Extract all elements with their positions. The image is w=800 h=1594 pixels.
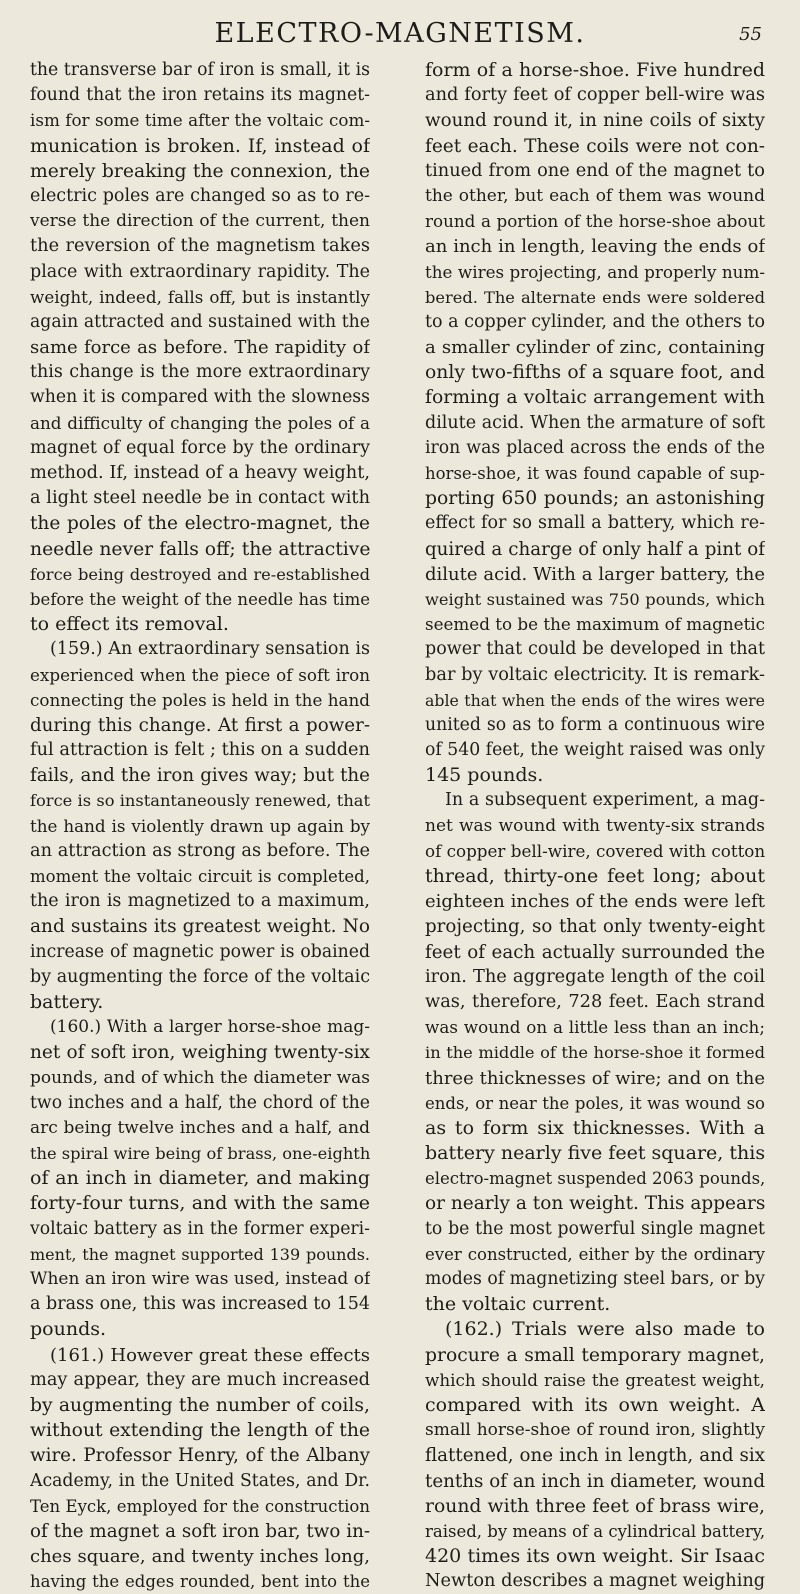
text-line: only two-fifths of a square foot, and: [425, 362, 765, 384]
text-line: dilute acid. With a larger battery, the: [425, 563, 765, 585]
text-line: force being destroyed and re-established: [30, 564, 370, 584]
text-line: and sustains its greatest weight. No: [30, 916, 370, 938]
text-line: bar by voltaic electricity. It is remark-: [425, 664, 765, 685]
text-line: round a portion of the horse-shoe about: [425, 211, 765, 232]
text-line: tinued from one end of the magnet to: [425, 160, 765, 181]
text-line: (159.) An extraordinary sensation is: [50, 639, 370, 660]
text-line: which should raise the greatest weight,: [425, 1369, 765, 1390]
text-line: procure a small temporary magnet,: [425, 1344, 765, 1366]
text-line: battery nearly five feet square, this: [425, 1142, 765, 1165]
text-line: the other, but each of them was wound: [425, 185, 765, 206]
text-line: of copper bell-wire, covered with cotton: [425, 840, 765, 861]
text-line: (160.) With a larger horse-shoe mag-: [50, 1017, 370, 1038]
text-line: and forty feet of copper bell-wire was: [425, 85, 765, 106]
text-line: quired a charge of only half a pint of: [425, 538, 765, 560]
text-line: was, therefore, 728 feet. Each strand: [425, 991, 765, 1012]
text-line: raised, by means of a cylindrical battery,: [425, 1521, 765, 1541]
text-line: to a copper cylinder, and the others to: [425, 311, 765, 332]
text-line: this change is the more extraordinary: [30, 362, 370, 383]
text-line: small horse-shoe of round iron, slightly: [425, 1420, 765, 1441]
text-line: (162.) Trials were also made to: [445, 1318, 765, 1341]
text-line: when it is compared with the slowness: [30, 387, 370, 408]
text-line: method. If, instead of a heavy weight,: [30, 463, 370, 483]
text-line: during this change. At first a power-: [30, 714, 370, 736]
text-line: by augmenting the force of the voltaic: [30, 966, 370, 987]
text-line: the spiral wire being of brass, one-eighth: [30, 1144, 370, 1164]
text-line: the hand is violently drawn up again by: [30, 815, 370, 836]
text-line: wire. Professor Henry, of the Albany: [30, 1445, 370, 1467]
text-line: forty-four turns, and with the same: [30, 1192, 370, 1215]
text-line: net was wound with twenty-six strands: [425, 815, 765, 836]
text-line: an inch in length, leaving the ends of: [425, 236, 765, 258]
text-line: In a subsequent experiment, a mag-: [445, 790, 765, 811]
text-line: magnet of equal force by the ordinary: [30, 437, 370, 458]
text-line: When an iron wire was used, instead of: [30, 1269, 370, 1289]
text-line: effect for so small a battery, which re-: [425, 513, 765, 534]
text-line: was wound on a little less than an inch;: [425, 1017, 765, 1038]
text-line: the poles of the electro-magnet, the: [30, 513, 370, 535]
text-line: voltaic battery as in the former experi-: [30, 1218, 370, 1239]
text-line: feet of each actually surrounded the: [425, 941, 765, 963]
text-line: force is so instantaneously renewed, that: [30, 791, 370, 811]
text-line: may appear, they are much increased: [30, 1369, 370, 1390]
text-column-right: [425, 58, 765, 1594]
text-line: found that the iron retains its magnet-: [30, 85, 370, 106]
text-line: the transverse bar of iron is small, it is: [30, 60, 370, 80]
text-line: feet each. These coils were not con-: [425, 135, 765, 157]
text-line: power that could be developed in that: [425, 639, 765, 660]
text-line: able that when the ends of the wires were: [425, 690, 765, 710]
text-line: before the weight of the needle has time: [30, 589, 370, 609]
text-line: thread, thirty-one feet long; about: [425, 865, 765, 887]
text-line: a brass one, this was increased to 154: [30, 1294, 370, 1315]
text-line: electric poles are changed so as to re-: [30, 185, 370, 206]
text-line: as to form six thicknesses. With a: [425, 1116, 765, 1139]
text-line: ism for some time after the voltaic com-: [30, 110, 370, 131]
text-line: the iron is magnetized to a maximum,: [30, 891, 370, 912]
text-line: net of soft iron, weighing twenty-six: [30, 1042, 370, 1064]
text-line: 145 pounds.: [425, 764, 544, 787]
text-line: iron. The aggregate length of the coil: [425, 966, 765, 987]
text-line: bered. The alternate ends were soldered: [425, 287, 765, 307]
text-line: by augmenting the number of coils,: [30, 1394, 370, 1416]
text-line: seemed to be the maximum of magnetic: [425, 614, 765, 635]
text-line: the wires projecting, and properly num-: [425, 261, 765, 282]
text-line: or nearly a ton weight. This appears: [425, 1193, 765, 1215]
text-line: flattened, one inch in length, and six: [425, 1445, 765, 1467]
text-line: a light steel needle be in contact with: [30, 488, 370, 509]
text-line: wound round it, in nine coils of sixty: [425, 110, 765, 132]
text-line: moment the voltaic circuit is completed,: [30, 867, 370, 886]
text-line: having the edges rounded, bent into the: [30, 1572, 370, 1592]
text-line: united so as to form a continuous wire: [425, 714, 765, 735]
text-line: place with extraordinary rapidity. The: [30, 261, 370, 282]
text-line: arc being twelve inches and a half, and: [30, 1117, 370, 1138]
page-number: 55: [739, 24, 762, 45]
text-line: needle never falls off; the attractive: [30, 538, 370, 560]
text-line: 420 times its own weight. Sir Isaac: [425, 1545, 765, 1568]
text-line: compared with its own weight. A: [425, 1393, 765, 1416]
text-line: dilute acid. When the armature of soft: [425, 412, 765, 433]
text-line: munication is broken. If, instead of: [30, 134, 370, 157]
text-line: ches square, and twenty inches long,: [30, 1546, 370, 1568]
text-line: forming a voltaic arrangement with: [425, 387, 765, 409]
text-line: battery.: [30, 990, 104, 1013]
text-line: connecting the poles is held in the hand: [30, 689, 370, 710]
text-line: electro-magnet suspended 2063 pounds,: [425, 1169, 765, 1189]
running-title: ELECTRO-MAGNETISM.: [214, 18, 586, 49]
text-line: and difficulty of changing the poles of a: [30, 412, 370, 433]
text-line: Newton describes a magnet weighing: [425, 1571, 765, 1592]
text-line: three thicknesses of wire; and on the: [425, 1067, 765, 1089]
text-line: the reversion of the magnetism takes: [30, 236, 370, 257]
text-line: experienced when the piece of soft iron: [30, 664, 370, 685]
text-line: of an inch in diameter, and making: [30, 1167, 370, 1190]
text-line: modes of magnetizing steel bars, or by: [425, 1269, 765, 1289]
text-line: merely breaking the connexion, the: [30, 160, 370, 182]
text-line: in the middle of the horse-shoe it formed: [425, 1043, 765, 1063]
text-line: the voltaic current.: [425, 1293, 611, 1316]
text-line: ment, the magnet supported 139 pounds.: [30, 1244, 370, 1264]
text-line: to effect its removal.: [30, 613, 229, 636]
text-line: projecting, so that only twenty-eight: [425, 916, 765, 938]
text-line: same force as before. The rapidity of: [30, 337, 370, 359]
text-line: Academy, in the United States, and Dr.: [30, 1470, 370, 1491]
text-line: ever constructed, either by the ordinary: [425, 1244, 765, 1264]
text-line: of 540 feet, the weight raised was only: [425, 740, 765, 761]
text-line: an attraction as strong as before. The: [30, 840, 370, 861]
page-header: [0, 18, 800, 58]
text-line: porting 650 pounds; an astonishing: [425, 488, 765, 510]
text-line: horse-shoe, it was found capable of sup-: [425, 464, 765, 483]
text-line: without extending the length of the: [30, 1420, 370, 1442]
text-line: ful attraction is felt ; this on a sudden: [30, 740, 370, 761]
text-line: to be the most powerful single magnet: [425, 1218, 765, 1239]
text-line: pounds.: [30, 1318, 107, 1341]
text-line: (161.) However great these effects: [50, 1344, 370, 1366]
text-line: a smaller cylinder of zinc, containing: [425, 337, 765, 359]
text-line: round with three feet of brass wire,: [425, 1495, 765, 1517]
text-line: increase of magnetic power is obained: [30, 941, 370, 962]
text-line: fails, and the iron gives way; but the: [30, 765, 370, 787]
text-column-left: [30, 58, 370, 1594]
text-line: weight sustained was 750 pounds, which: [425, 589, 765, 609]
text-line: of the magnet a soft iron bar, two in-: [30, 1520, 370, 1542]
text-line: again attracted and sustained with the: [30, 311, 370, 332]
text-line: form of a horse-shoe. Five hundred: [425, 59, 765, 81]
text-line: pounds, and of which the diameter was: [30, 1067, 370, 1088]
text-line: ends, or near the poles, it was wound so: [425, 1093, 765, 1113]
text-line: weight, indeed, falls off, but is instantly: [30, 286, 370, 307]
text-line: eighteen inches of the ends were left: [425, 891, 765, 913]
text-line: verse the direction of the current, then: [30, 211, 370, 232]
text-line: iron was placed across the ends of the: [425, 437, 765, 458]
text-line: Ten Eyck, employed for the construction: [30, 1496, 370, 1516]
text-line: tenths of an inch in diameter, wound: [425, 1470, 765, 1492]
text-line: two inches and a half, the chord of the: [30, 1092, 370, 1113]
